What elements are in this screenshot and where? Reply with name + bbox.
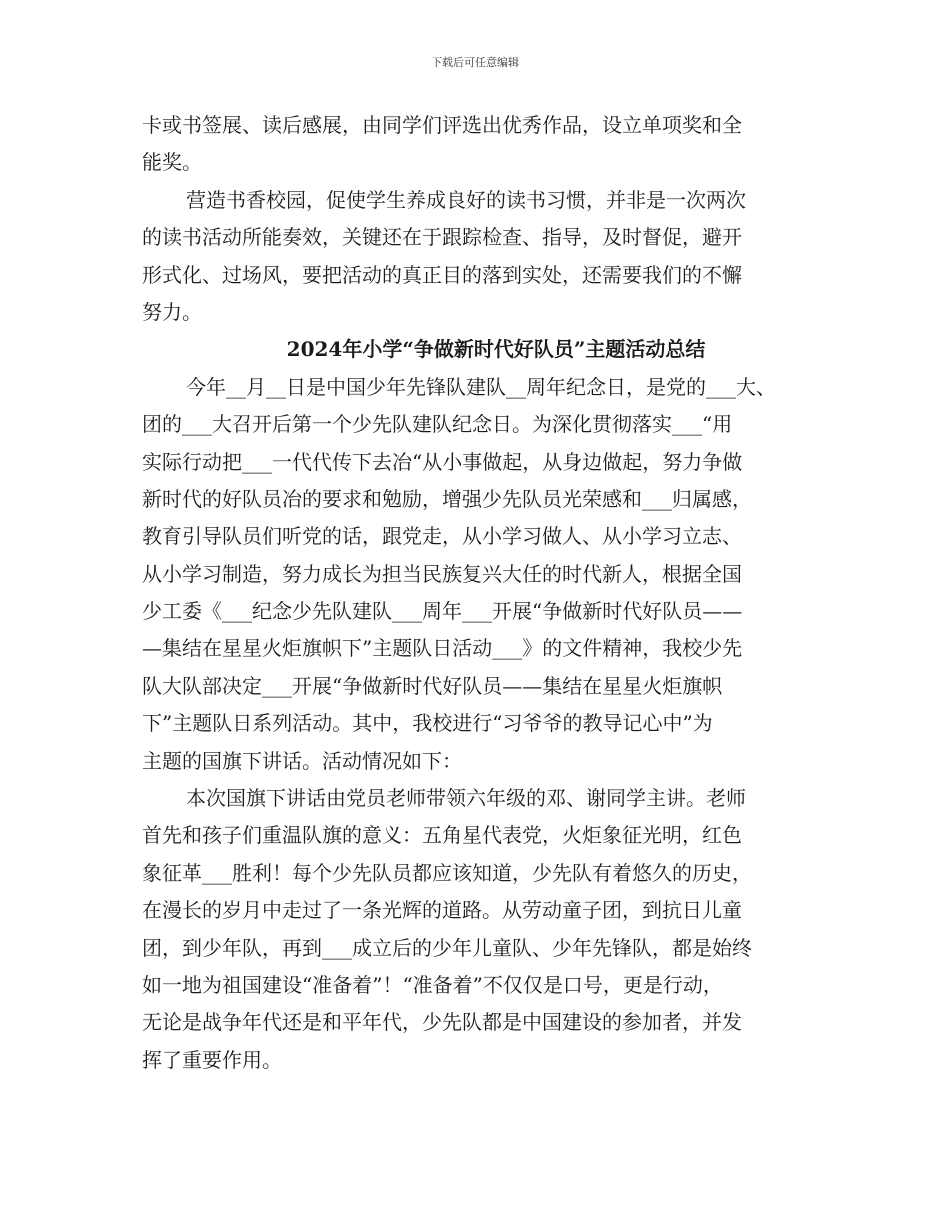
paragraph-line: 下”主题队日系列活动。其中，我校进行“习爷爷的教导记心中”为 [142, 711, 713, 736]
paragraph-line: 团，到少年队，再到___成立后的少年儿童队、少年先锋队，都是始终 [142, 935, 752, 960]
paragraph-line: 营造书香校园，促使学生养成良好的读书习惯，并非是一次两次 [186, 187, 746, 212]
paragraph-line: 象征革___胜利！每个少先队员都应该知道，少先队有着悠久的历史， [142, 860, 752, 885]
paragraph-line: 队大队部决定___开展“争做新时代好队员——集结在星星火炬旗帜 [142, 673, 723, 698]
paragraph-line: 卡或书签展、读后感展，由同学们评选出优秀作品，设立单项奖和全 [142, 113, 742, 137]
paragraph-line: 实际行动把___一代代传下去冶“从小事做起，从身边做起，努力争做 [142, 449, 743, 474]
paragraph-line: 今年__月__日是中国少年先锋队建队__周年纪念日，是党的___大、 [186, 374, 776, 399]
page-header: 下载后可任意编辑 [431, 56, 519, 69]
paragraph-line: 本次国旗下讲话由党员老师带领六年级的邓、谢同学主讲。老师 [186, 786, 746, 811]
section-title: 2024年小学“争做新时代好队员”主题活动总结 [286, 337, 706, 362]
paragraph-line: —集结在星星火炬旗帜下”主题队日活动___》的文件精神，我校少先 [142, 636, 743, 661]
paragraph-line: 努力。 [142, 299, 202, 324]
paragraph-line: 教育引导队员们听党的话，跟党走，从小学习做人、从小学习立志、 [142, 524, 742, 549]
paragraph-line: 少工委《___纪念少先队建队___周年___开展“争做新时代好队员—— [142, 599, 743, 624]
paragraph-line: 首先和孩子们重温队旗的意义：五角星代表党，火炬象征光明，红色 [142, 823, 742, 848]
paragraph-line: 新时代的好队员冶的要求和勉励，增强少先队员光荣感和___归属感， [142, 486, 752, 511]
paragraph-line: 如一地为祖国建设“准备着”！“准备着”不仅仅是口号，更是行动， [142, 972, 723, 997]
paragraph-line: 无论是战争年代还是和平年代，少先队都是中国建设的参加者，并发 [142, 1010, 742, 1035]
paragraph-line: 主题的国旗下讲话。活动情况如下： [142, 748, 462, 773]
paragraph-line: 的读书活动所能奏效，关键还在于跟踪检查、指导，及时督促，避开 [142, 225, 742, 250]
paragraph-line: 挥了重要作用。 [142, 1047, 282, 1072]
paragraph-line: 从小学习制造，努力成长为担当民族复兴大任的时代新人，根据全国 [142, 561, 742, 586]
paragraph-line: 形式化、过场风，要把活动的真正目的落到实处，还需要我们的不懈 [142, 262, 742, 287]
paragraph-line: 在漫长的岁月中走过了一条光辉的道路。从劳动童子团，到抗日儿童 [142, 898, 742, 923]
paragraph-line: 团的___大召开后第一个少先队建队纪念日。为深化贯彻落实___“用 [142, 412, 733, 437]
document-body [142, 107, 810, 1079]
paragraph-line: 能奖。 [142, 150, 202, 175]
